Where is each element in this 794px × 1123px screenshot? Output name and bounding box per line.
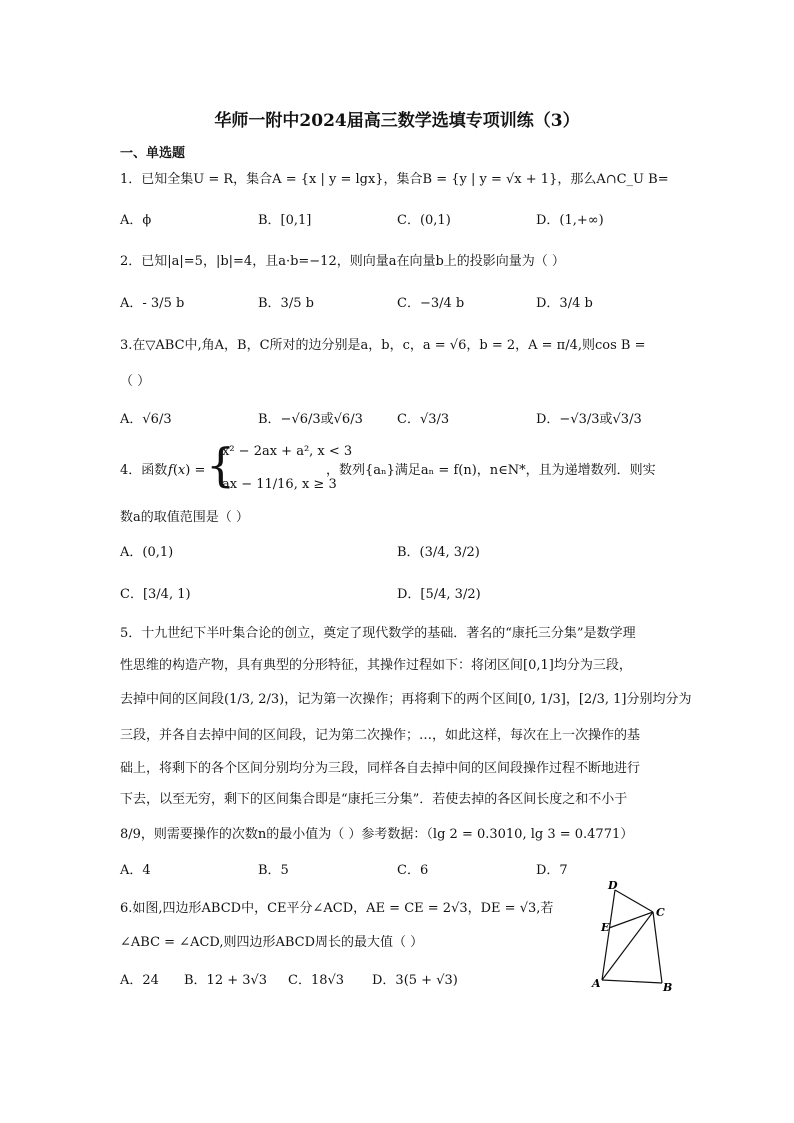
question-1-stem-text: 1．已知全集U = R，集合A = {x | y = lgx}，集合B = {y | y = √x + 1}，那么A∩C_U B= — [120, 172, 669, 187]
q3-option-d: D．−√3/3或√3/3 — [536, 412, 642, 427]
page-title: 华师一附中2024届高三数学选填专项训练（3） — [214, 111, 580, 131]
q3-option-c: C．√3/3 — [397, 412, 450, 427]
question-5-line-7: 8/9，则需要操作的次数n的最小值为（ ）参考数据：（lg 2 = 0.3010, lg 3 = 0.4771） — [120, 827, 634, 842]
label-c: C — [656, 906, 665, 919]
q6-option-d: D．3(5 + √3) — [372, 973, 458, 988]
question-4-intro: 4．函数 — [120, 463, 168, 478]
question-5-line-4: 三段，并各自去掉中间的区间段，记为第二次操作；…，如此这样，每次在上一次操作的基 — [120, 728, 641, 743]
q1-option-a: A．ϕ — [120, 213, 152, 228]
q3-option-a: A．√6/3 — [120, 412, 172, 427]
piecewise-brace: { — [206, 438, 236, 492]
q6-option-c: C．18√3 — [288, 973, 345, 988]
question-5-line-6: 下去，以至无穷，剩下的区间集合即是“康托三分集”．若使去掉的各区间长度之和不小于 — [120, 792, 628, 807]
q2-option-a: A．- 3/5 b — [120, 296, 185, 311]
q1-option-b: B．[0,1] — [258, 213, 312, 228]
question-3-stem-2: （ ） — [120, 374, 151, 389]
question-2-stem: 2．已知|a|=5，|b|=4，且a·b=−12，则向量a在向量b上的投影向量为（ ） — [120, 254, 565, 269]
q5-option-a: A．4 — [120, 863, 151, 878]
q6-option-b: B．12 + 3√3 — [184, 973, 268, 988]
q5-option-b: B．5 — [258, 863, 289, 878]
q4-option-c: C．[3/4, 1) — [120, 587, 191, 602]
section-heading: 一、单选题 — [120, 146, 186, 161]
quadrilateral-figure — [585, 880, 685, 995]
q4-option-b: B．(3/4, 3/2) — [397, 545, 480, 560]
question-4-stem-2: 数a的取值范围是（ ） — [120, 510, 249, 525]
question-5-line-3: 去掉中间的区间段(1/3, 2/3)，记为第一次操作；再将剩下的两个区间[0, 1/3]，[2/3, 1]分别均分为 — [120, 692, 692, 707]
q2-option-c: C．−3/4 b — [397, 296, 465, 311]
question-5-line-1: 5．十九世纪下半叶集合论的创立，奠定了现代数学的基础．著名的“康托三分集”是数学理 — [120, 626, 636, 641]
piece-1: x² − 2ax + a², x < 3 — [222, 444, 353, 459]
piece-2: ax − 11/16, x ≥ 3 — [222, 477, 337, 492]
label-a: A — [592, 977, 601, 990]
q3-option-b: B．−√6/3或√6/3 — [258, 412, 363, 427]
q6-option-a: A．24 — [120, 973, 159, 988]
label-b: B — [663, 981, 673, 994]
q5-option-c: C．6 — [397, 863, 429, 878]
question-6-stem: 6.如图,四边形ABCD中，CE平分∠ACD，AE = CE = 2√3，DE = √3,若 — [120, 901, 554, 916]
q4-option-a: A．(0,1) — [120, 545, 174, 560]
q5-option-d: D．7 — [536, 863, 568, 878]
q1-option-c: C．(0,1) — [397, 213, 451, 228]
q2-option-d: D．3/4 b — [536, 296, 593, 311]
question-4-stem-b: ，数列{aₙ}满足aₙ = f(n)，n∈N*，且为递增数列．则实 — [326, 463, 656, 478]
function-name: f(x) = — [168, 463, 206, 478]
q2-option-b: B．3/5 b — [258, 296, 314, 311]
q4-option-d: D．[5/4, 3/2) — [397, 587, 481, 602]
question-6-stem-2: ∠ABC = ∠ACD,则四边形ABCD周长的最大值（ ） — [120, 935, 424, 950]
question-3-stem: 3.在▽ABC中,角A，B，C所对的边分别是a，b，c，a = √6，b = 2，A = π/4,则cos B = — [120, 338, 646, 353]
question-5-line-2: 性思维的构造产物，具有典型的分形特征，其操作过程如下：将闭区间[0,1]均分为三段， — [120, 658, 632, 673]
question-5-line-5: 础上，将剩下的各个区间分别均分为三段，同样各自去掉中间的区间段操作过程不断地进行 — [120, 761, 641, 776]
label-e: E — [601, 921, 610, 934]
label-d: D — [608, 880, 618, 892]
q1-option-d: D．(1,+∞) — [536, 213, 604, 228]
question-1-stem — [120, 170, 669, 190]
